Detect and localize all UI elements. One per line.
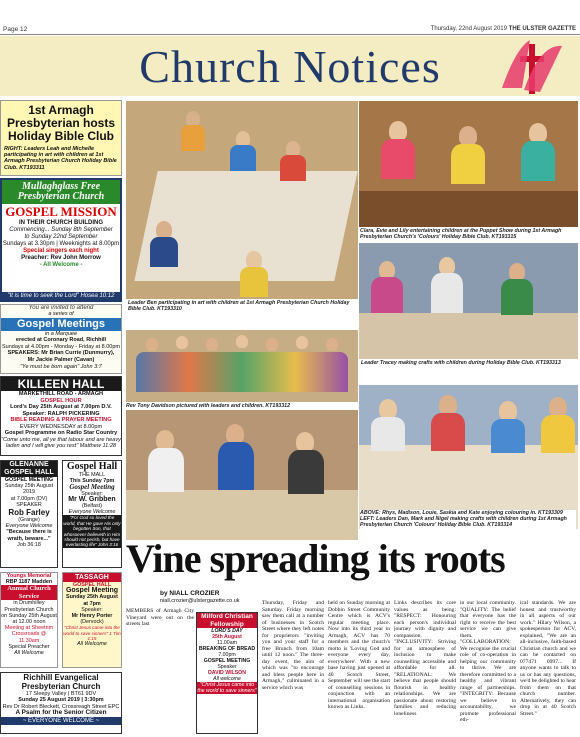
ad-title: Gospel Meetings [1, 318, 121, 331]
ad-line: 25th August [212, 634, 242, 640]
ad-line: Speaker: [81, 606, 103, 613]
youngs-memorial-service-ad [0, 572, 58, 668]
photo-colouring-in [359, 385, 578, 529]
ad-line: Sunday 25 August 2019 | 3:30pm [18, 697, 104, 704]
photo-caption: Leader Ben participating in art with children at 1st Armagh Presbyterian Church Holiday Bible Club. KT193310 [126, 299, 358, 313]
ad-line: Gospel Programme on Radio Star Country [4, 430, 118, 436]
ad-line: Special Preacher [8, 643, 50, 650]
ad-footer: ~ EVERYONE WELCOME ~ [1, 717, 121, 725]
page-date [431, 26, 576, 32]
photo-puppet-show [359, 101, 578, 227]
ad-title: Milford Christian Fellowship [197, 613, 257, 628]
ad-line: A Psalm for the Senior Citizen [15, 709, 107, 717]
ad-line: All Welcome [77, 641, 107, 648]
glenanne-gospel-hall-ad [0, 460, 58, 568]
ad-line: EVERY WEDNESDAY at 8.00pm [19, 423, 103, 430]
ad-line: THE MALL [78, 472, 106, 478]
article-byline: by NIALL CROZIER [160, 590, 220, 597]
ad-title: 1st Armagh Presbyterian hosts Holiday Bible Club [6, 103, 116, 143]
ad-line: IN THEIR CHURCH BUILDING [19, 220, 103, 226]
ad-line: Crossroads @ 11.30am [11, 631, 47, 644]
mullaghglass-gospel-mission-ad [0, 178, 122, 302]
photo-caption [360, 510, 576, 529]
ad-line: BREAKING OF BREAD [198, 646, 256, 652]
gospel-hall-mall-ad [62, 460, 122, 568]
ad-line: "Christ Jesus came into the world to save sinners" 1 Tim 1:15 [63, 625, 121, 641]
ad-line: BIBLE READING & PRAYER MEETING [10, 417, 112, 423]
ad-line: Lord's Day 25th August at 7.00pm D.V. [10, 404, 112, 410]
ad-footer: "It is time to seek the Lord" Hosea 10:12 [2, 292, 120, 300]
ad-line: Mr Jackie Palmer (Cavan) [27, 356, 95, 363]
header-rule [0, 34, 580, 35]
ad-caption: RIGHT: Leaders Leah and Michelle participating in art with children at 1st Armagh Presbyterian Church Holiday Bible Club. KT193311 [4, 146, 117, 171]
ad-line: Mr W. Gribben [68, 495, 116, 503]
ad-line: (Belfast) [81, 503, 103, 510]
ad-line: GOSPEL MEETING [203, 658, 251, 664]
ad-line: "Ye must be born again" John 3:7 [20, 363, 102, 370]
ad-line: "Come unto me, all ye that labour and are heavy laden and I will give you rest" Matthew 11:28 [1, 436, 121, 449]
photo-art-table [126, 101, 358, 313]
ad-line: You are invited to attend [28, 305, 94, 311]
ad-title: Annual Church Service [1, 585, 57, 600]
ad-line: SPEAKERS: Mr Brian Currie (Dunmurry), [7, 350, 115, 357]
ad-line: Youngs Memorial [6, 573, 52, 579]
article-column-3: held on Sunday morning at Dobbin Street Community Centre which is ACV's regular meeting place. Now into its third year in Armagh, ACV has 70 members and the church's motto is 'Loving God and everyone every day, everywhere'. With a new base having just opened at 40 Scotch Street, September will see the start of counselling sessions in conjunction with an international organisation known as Links. [328, 600, 390, 710]
ad-line: "For God so loved the world, that He gave His only begotten Son, that whosoever believeth in Him should not perish, but have everlasting life" John 3:16 [63, 515, 121, 548]
ad-line: All Welcome [14, 650, 44, 657]
ad-line: "Christ Jesus came into the world to save sinners" [197, 682, 257, 694]
ad-line: Commencing... Sunday 8th September [9, 227, 113, 233]
ad-line: GOSPEL MEETING [4, 477, 54, 483]
ad-title: Mullaghglass Free Presbyterian Church [2, 180, 120, 204]
ad-line: Everyone Welcome [68, 509, 116, 516]
ad-line: Gospel Meeting [65, 587, 119, 595]
ad-title: TASSAGH [63, 573, 121, 582]
fan-decoration-icon [500, 38, 564, 96]
ad-line: Speaker: [81, 490, 103, 497]
article-headline: Vine spreading its roots [126, 536, 505, 581]
ad-line: at 7.00pm (DV) [10, 495, 48, 502]
photo-crafts-leader [359, 243, 578, 367]
article-column-4: Links describes its core values as being: "RESPECT: Honouring each person's individual journey with dignity and compassion. "INCLUSIVITY: Striving for an atmosphere of inclusion to make counselling accessible and affordable for all. "RELATIONAL: We believe that people should flourish in healthy relationships. We are passionate about restoring families and reducing loneliness [394, 600, 456, 717]
author-email: niall.crozier@ulstergazette.co.uk [160, 598, 240, 604]
ad-line: at 7pm [83, 600, 101, 607]
ad-line: GOSPEL HALL [72, 582, 112, 588]
ad-line: (Grange) [18, 517, 40, 524]
tassagh-gospel-hall-ad [62, 572, 122, 668]
ad-line: LORD'S DAY [211, 628, 243, 634]
ad-line: Gospel Meeting [69, 483, 115, 492]
ad-line: This Sunday 7pm [69, 478, 115, 485]
ad-line: Preacher: Rev John Morrow [21, 255, 101, 261]
article-column-6: ical standards. We are honest and trustworthy in all aspects of our work." Hilary Wilson, a spokesperson for ACV, explained, "We are an all-inclusive, faith-based Christian church and we can be contacted on 077471 0997... If anyone wants to talk to us or has any questions, we'd be delighted to hear from them on that church number. Alternatively, they can drop in at 40 Scotch Street." [520, 600, 576, 717]
ad-line: Sundays at 4.00pm - Monday - Friday at 8.00pm [1, 343, 120, 350]
ad-line: 17 Sleepy Valley | BT61 9DV [25, 691, 97, 697]
article-column-1: MEMBERS of Armagh City Vineyard were out on the streets last [126, 608, 194, 627]
ad-line: "Because there is wrath, beware..." [6, 529, 52, 542]
ad-line: 11.00am [217, 640, 237, 646]
ad-line: Everyone Welcome [5, 523, 53, 530]
caption-left: LEFT: Leaders Dan, Mark and Nigel making crafts with children during 1st Armagh Presbyterian Church 'Colours' Holiday Bible Club. KT193314 [360, 516, 567, 529]
date-text: Thursday, 22nd August 2019 [430, 26, 507, 32]
killeen-hall-ad [0, 376, 122, 456]
ad-title: Richhill Evangelical Presbyterian Church [21, 673, 101, 691]
photo-leaders-crafts [126, 410, 358, 540]
ad-line: Sunday 25th August 2019 [4, 483, 54, 496]
ad-line: Sunday 25th August [66, 594, 118, 601]
ad-line: in Drumhilley [13, 600, 45, 607]
photo-caption: Clara, Evie and Lily entertaining children at the Puppet Show during 1st Armagh Presbyterian Church's 'Colours' Holiday Bible Club. KT193315 [360, 228, 562, 241]
photo-caption: Leader Tracey making crafts with children during Holiday Bible Club. KT193313 [359, 359, 578, 367]
ad-line: SPEAKER [16, 501, 42, 508]
ad-line: 7.00pm [218, 652, 236, 658]
ad-line: Meeting at Sheetrim [4, 625, 54, 632]
ad-line: on Sunday 25th August [1, 612, 57, 619]
ad-line: Speaker: RALPH PICKERING [22, 410, 100, 417]
ad-line: in a Marquee [44, 330, 78, 337]
banner-title: Church Notices [139, 41, 441, 92]
ad-headline: GOSPEL MISSION [5, 204, 117, 219]
ad-line: erected at Coronary Road, Richhill [15, 337, 107, 344]
ad-line: RBP 1187 Madden [5, 579, 53, 586]
page-number: Page 12 [3, 26, 28, 33]
milford-christian-fellowship-ad [196, 612, 258, 734]
ad-title: GLENANNE GOSPEL HALL [1, 461, 57, 477]
ad-line: Rob Farley [8, 508, 50, 518]
ad-line: Speaker [217, 664, 237, 670]
ad-line: Sundays at 3.30pm | Weeknights at 8.00pm [2, 241, 120, 247]
ad-line: (Dervock) [80, 619, 104, 626]
photo-group-leaders [126, 330, 358, 402]
ad-line: All welcome [213, 676, 241, 682]
ad-line: DAVID WILSON [208, 670, 246, 676]
article-column-2-top [196, 590, 258, 610]
article-column-5: in our local community. "QUALITY: The belief that everyone has the right to receive the best service we can give them. "COLLABORATION: We recognise the crucial role of co-operation in helping our community to thrive. We are therefore committed to a healthy and vibrant range of partnerships. "INTEGRITY: Because we believe in accountability, we promote professional eth- [460, 600, 516, 723]
article-column-2: Thursday, Friday and Saturday. Friday morning saw them call at a number of businesses in Scotch Street where they left notes for proprietors "inviting you and your staff for a free Brunch from 10am until 12 noon." The three-day event, the aim of which was "to encourage and bless people here in Armagh," culminated in a service which was [262, 600, 324, 691]
ad-line: to Sunday 22nd September [24, 234, 98, 240]
ad-line: Job 36:18 [17, 541, 41, 548]
ad-line: Mr Henry Porter [71, 613, 113, 620]
ad-line: Presbyterian Church [4, 606, 54, 613]
ad-line: - All Welcome - [39, 262, 83, 268]
ad-title: Gospel Hall [66, 461, 118, 472]
ad-line: MARKETHILL ROAD - ARMAGH [18, 391, 104, 397]
ad-line: GOSPEL HOUR [40, 397, 82, 404]
ad-line: at 12.00 noon [12, 619, 46, 626]
photo-caption: Rev Tony Davidson pictured with leaders and children. KT193312 [126, 403, 291, 409]
ad-title: KILLEEN HALL [1, 377, 121, 391]
gospel-meetings-marquee-ad [0, 304, 122, 374]
armagh-bible-club-ad [0, 100, 122, 176]
caption-above: ABOVE: Rhys, Madison, Louie, Saskia and Kate enjoying colouring in. KT193309 [360, 510, 563, 516]
ad-line: a series of [48, 311, 74, 317]
ad-line: Rev Dr Robert Bleckett, Crossreagh Street EPC [2, 703, 120, 710]
ad-line: Special singers each night [23, 248, 99, 254]
richhill-evangelical-ad [0, 672, 122, 734]
paper-name: THE ULSTER GAZETTE [508, 26, 576, 32]
